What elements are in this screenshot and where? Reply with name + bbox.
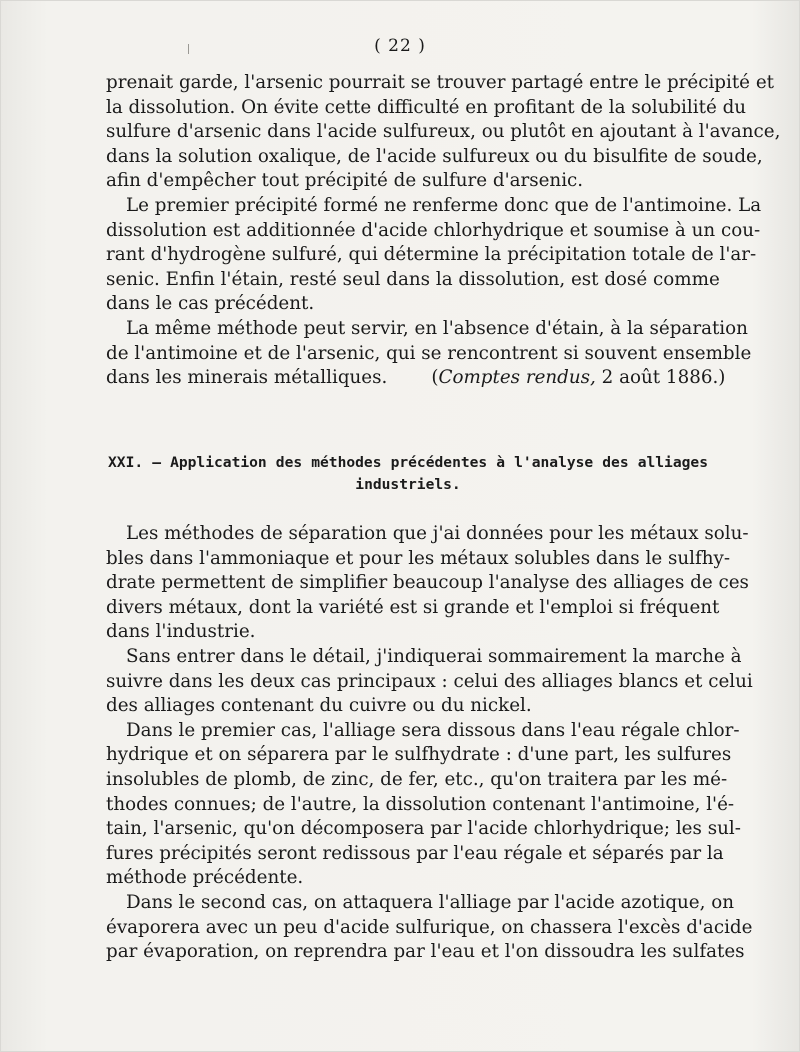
heading-line: industriels. — [355, 476, 461, 493]
text-line: Les méthodes de séparation que j'ai données pour les métaux solu- — [126, 523, 749, 544]
text-line: Le premier précipité formé ne renferme donc que de l'antimoine. La — [126, 194, 762, 216]
citation-date: 2 août 1886.) — [601, 367, 726, 389]
heading-line: XXI. — Application des méthodes précédentes à l'analyse des alliages — [108, 454, 708, 471]
text-line: prenait garde, l'arsenic pourrait se trouver partagé entre le précipité et — [106, 72, 774, 93]
text-line: Dans le premier cas, l'alliage sera dissous dans l'eau régale chlor- — [126, 719, 740, 741]
text-line: suivre dans les deux cas principaux : celui des alliages blancs et celui — [106, 670, 753, 692]
section-2-text — [106, 522, 753, 965]
citation-line — [106, 366, 726, 391]
text-line: dans la solution oxalique, de l'acide sulfureux ou du bisulfite de soude, — [106, 145, 763, 167]
text-line: rant d'hydrogène sulfuré, qui détermine la précipitation totale de l'ar- — [106, 244, 757, 266]
text-line: dans les minerais métalliques. — [106, 367, 388, 389]
text-line: tain, l'arsenic, qu'on décomposera par l'acide chlorhydrique; les sul- — [106, 818, 741, 840]
text-line: sulfure d'arsenic dans l'acide sulfureux, ou plutôt en ajoutant à l'avance, — [106, 121, 781, 143]
text-line: évaporera avec un peu d'acide sulfurique, on chassera l'excès d'acide — [106, 916, 753, 938]
text-line: afin d'empêcher tout précipité de sulfure d'arsenic. — [106, 170, 584, 192]
section-heading — [108, 452, 708, 496]
text-line: insolubles de plomb, de zinc, de fer, etc., qu'on traitera par les mé- — [106, 768, 728, 790]
text-line: fures précipités seront redissous par l'eau régale et séparés par la — [106, 842, 724, 864]
text-line: senic. Enfin l'étain, resté seul dans la dissolution, est dosé comme — [106, 268, 720, 290]
text-line: Sans entrer dans le détail, j'indiquerai sommairement la marche à — [126, 645, 742, 667]
text-line: hydrique et on séparera par le sulfhydrate : d'une part, les sulfures — [106, 744, 732, 766]
text-line: méthode précédente. — [106, 867, 304, 889]
text-line: dans l'industrie. — [106, 621, 256, 643]
text-line: de l'antimoine et de l'arsenic, qui se rencontrent si souvent ensemble — [106, 342, 752, 364]
page-number: ( 22 ) — [374, 36, 426, 56]
text-line: drate permettent de simplifier beaucoup l'analyse des alliages de ces — [106, 572, 749, 594]
text-line: des alliages contenant du cuivre ou du nickel. — [106, 695, 532, 717]
citation-source: Comptes rendus, — [438, 367, 596, 389]
text-line: dissolution est additionnée d'acide chlorhydrique et soumise à un cou- — [106, 219, 761, 241]
text-line: Dans le second cas, on attaquera l'alliage par l'acide azotique, on — [126, 891, 735, 913]
text-line: dans le cas précédent. — [106, 293, 315, 315]
citation-open: ( — [431, 367, 439, 389]
text-line: la dissolution. On évite cette difficulté en profitant de la solubilité du — [106, 96, 747, 118]
text-line: bles dans l'ammoniaque et pour les métaux solubles dans le sulfhy- — [106, 547, 731, 569]
text-line: thodes connues; de l'autre, la dissolution contenant l'antimoine, l'é- — [106, 793, 735, 815]
text-line: divers métaux, dont la variété est si grande et l'emploi si fréquent — [106, 596, 720, 618]
section-1-text — [106, 71, 781, 391]
text-line: par évaporation, on reprendra par l'eau et l'on dissoudra les sulfates — [106, 941, 745, 963]
text-line: La même méthode peut servir, en l'absence d'étain, à la séparation — [126, 317, 748, 339]
